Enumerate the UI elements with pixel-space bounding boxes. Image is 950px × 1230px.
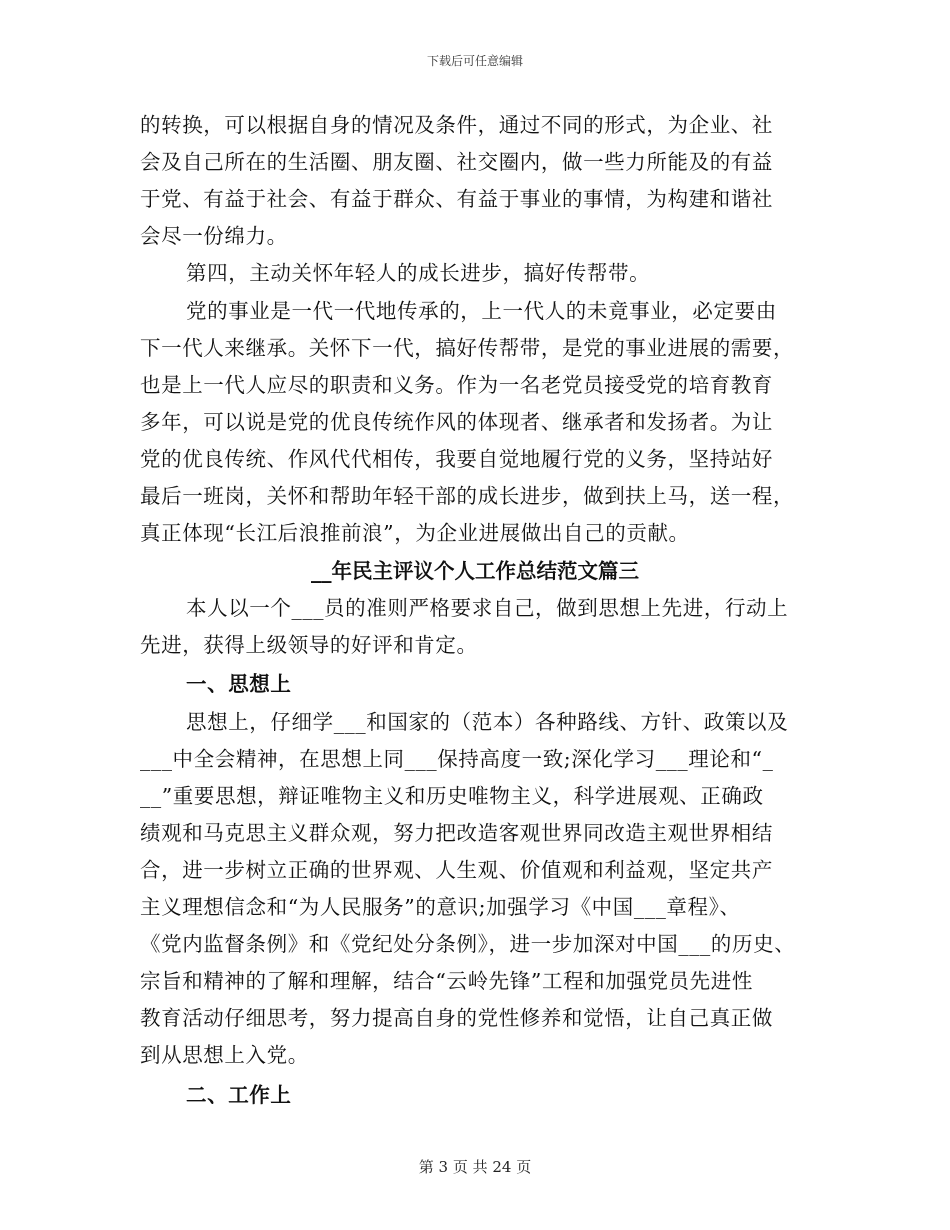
paragraph-line: 本人以一个___员的准则严格要求自己，做到思想上先进，行动上 bbox=[186, 596, 789, 620]
paragraph-line: 会尽一份绵力。 bbox=[140, 224, 288, 248]
paragraph-line: 多年，可以说是党的优良传统作风的体现者、继承者和发扬者。为让 bbox=[140, 410, 773, 434]
paragraph-line: 的转换，可以根据自身的情况及条件，通过不同的形式，为企业、社 bbox=[140, 113, 773, 137]
subsection-heading: 二、工作上 bbox=[186, 1083, 292, 1107]
paragraph-line: 教育活动仔细思考，努力提高自身的党性修养和觉悟，让自己真正做 bbox=[140, 1006, 773, 1030]
paragraph-line: 先进，获得上级领导的好评和肯定。 bbox=[140, 633, 478, 657]
paragraph-line: 会及自己所在的生活圈、朋友圈、社交圈内，做一些力所能及的有益 bbox=[140, 150, 773, 174]
paragraph-line: 合，进一步树立正确的世界观、人生观、价值观和利益观，坚定共产 bbox=[140, 858, 773, 882]
page-footer: 第 3 页 共 24 页 bbox=[418, 1158, 532, 1176]
paragraph-line: 党的事业是一代一代地传承的，上一代人的未竟事业，必定要由 bbox=[186, 299, 777, 323]
paragraph-line: 下一代人来继承。关怀下一代，搞好传帮带，是党的事业进展的需要， bbox=[140, 336, 795, 360]
paragraph-line: 思想上，仔细学___和国家的（范本）各种路线、方针、政策以及 bbox=[186, 710, 789, 734]
paragraph-line: 到从思想上入党。 bbox=[140, 1043, 309, 1067]
paragraph-line: 也是上一代人应尽的职责和义务。作为一名老党员接受党的培育教育 bbox=[140, 373, 773, 397]
subsection-heading: 一、思想上 bbox=[186, 672, 292, 696]
paragraph-line: 第四，主动关怀年轻人的成长进步，搞好传帮带。 bbox=[186, 261, 651, 285]
page-header: 下载后可任意编辑 bbox=[426, 54, 523, 68]
paragraph-line: 宗旨和精神的了解和理解，结合“云岭先锋”工程和加强党员先进性 bbox=[140, 969, 753, 993]
paragraph-line: 党的优良传统、作风代代相传，我要自觉地履行党的义务，坚持站好 bbox=[140, 447, 773, 471]
paragraph-line: 《党内监督条例》和《党纪处分条例》，进一步加深对中国___的历史、 bbox=[140, 932, 796, 956]
paragraph-line: 真正体现“长江后浪推前浪”，为企业进展做出自己的贡献。 bbox=[140, 521, 690, 545]
paragraph-line: 于党、有益于社会、有益于群众、有益于事业的事情，为构建和谐社 bbox=[140, 187, 773, 211]
paragraph-line: 最后一班岗，关怀和帮助年轻干部的成长进步，做到扶上马，送一程， bbox=[140, 484, 795, 508]
paragraph-line: 绩观和马克思主义群众观，努力把改造客观世界同改造主观世界相结 bbox=[140, 821, 773, 845]
paragraph-line: 主义理想信念和“为人民服务”的意识;加强学习《中国___章程》、 bbox=[140, 895, 741, 919]
paragraph-line: __”重要思想，辩证唯物主义和历史唯物主义，科学进展观、正确政 bbox=[140, 784, 764, 808]
section-title: __年民主评议个人工作总结范文篇三 bbox=[311, 559, 639, 583]
paragraph-line: ___中全会精神，在思想上同___保持高度一致;深化学习___理论和“_ bbox=[140, 747, 774, 771]
